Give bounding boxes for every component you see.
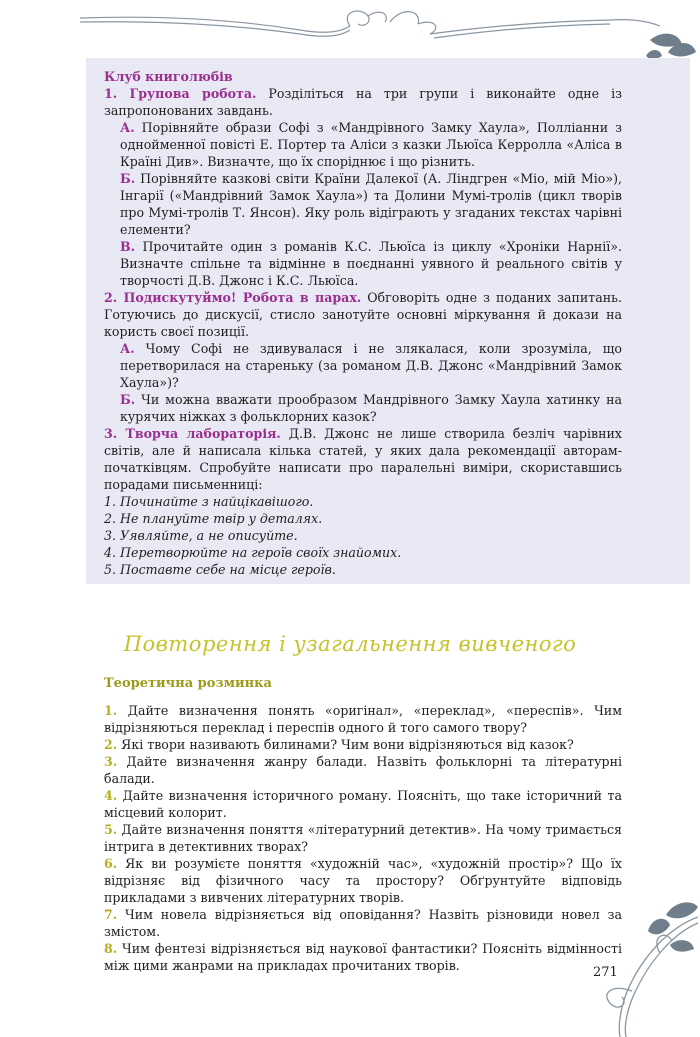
list-item: 4. Перетворюйте на героїв своїх знайомих.: [104, 545, 402, 560]
item-text: Порівняйте образи Софі з «Мандрівного Замку Хаула», Полліанни з однойменної повісті Е. Портер та Аліси з казки Льюїса Керролла «Аліса в Країні Див». Визначте, що їх споріднює і що різнить.: [120, 120, 622, 169]
decorative-ornament-bottom: [570, 887, 700, 1037]
list-item: [104, 753, 622, 787]
question-number: 8.: [104, 941, 118, 956]
question-text: Які твори називають билинами? Чим вони відрізняються від казок?: [117, 737, 574, 752]
task-1-label: 1. Групова робота.: [104, 86, 257, 101]
task-2-item-a: [104, 340, 622, 391]
task-2-item-b: [104, 391, 622, 425]
list-item: [104, 855, 622, 906]
item-label: А.: [120, 120, 135, 135]
list-item: [104, 702, 622, 736]
item-text: Прочитайте один з романів К.С. Льюїса із циклу «Хроніки Нарнії». Визначте спільне та відмінне в поєднанні уявного й реального світів у творчості Д.В. Джонс і К.С. Льюїса.: [120, 239, 622, 288]
task-2: [104, 289, 622, 340]
question-number: 5.: [104, 822, 118, 837]
item-label: Б.: [120, 171, 136, 186]
list-item: 1. Починайте з найцікавішого.: [104, 494, 314, 509]
list-item: [104, 736, 622, 753]
list-item: 3. Уявляйте, а не описуйте.: [104, 528, 298, 543]
task-1-item-a: [104, 119, 622, 170]
club-title: Клуб книголюбів: [104, 69, 233, 84]
task-2-label: 2. Подискутуймо! Робота в парах.: [104, 290, 362, 305]
question-number: 1.: [104, 703, 118, 718]
task-1-item-c: [104, 238, 622, 289]
item-text: Чому Софі не здивувалася і не злякалася, коли зрозуміла, що перетворилася на стареньку (за романом Д.В. Джонс «Мандрівний Замок Хаула»)?: [120, 341, 622, 390]
question-text: Дайте визначення поняття «літературний детектив». На чому тримається інтрига в детективних творах?: [104, 822, 622, 854]
item-text: Чи можна вважати прообразом Мандрівного Замку Хаула хатинку на курячих ніжках з фольклорних казок?: [120, 392, 622, 424]
writing-tips-list: [104, 493, 622, 578]
task-1-text: Розділіться на три групи і виконайте одне із запропонованих завдань.: [104, 86, 622, 118]
page-number: 271: [593, 965, 618, 980]
question-text: Чим новела відрізняється від оповідання? Назвіть різновиди новел за змістом.: [104, 907, 622, 939]
question-number: 2.: [104, 737, 118, 752]
list-item: [104, 821, 622, 855]
question-text: Дайте визначення історичного роману. Поясніть, що таке історичний та місцевий колорит.: [104, 788, 622, 820]
task-1-item-b: [104, 170, 622, 238]
warmup-heading: Теоретична розминка: [104, 676, 272, 691]
task-3: [104, 425, 622, 493]
decorative-ornament-top: [50, 0, 700, 60]
section-title: Повторення і узагальнення вивченого: [123, 632, 577, 656]
question-text: Дайте визначення жанру балади. Назвіть фольклорні та літературні балади.: [104, 754, 622, 786]
book-club-section: [104, 68, 622, 578]
question-number: 6.: [104, 856, 118, 871]
list-item: 2. Не плануйте твір у деталях.: [104, 511, 323, 526]
question-number: 7.: [104, 907, 118, 922]
item-text: Порівняйте казкові світи Країни Далекої (А. Ліндгрен «Міо, мій Міо»), Інгарії («Мандрівний Замок Хаула») та Долини Мумі-тролів (цикл творів про Мумі-тролів Т. Янсон). Яку роль відіграють у згаданих текстах чарівні елементи?: [120, 171, 622, 237]
list-item: [104, 940, 622, 974]
item-label: В.: [120, 239, 136, 254]
list-item: [104, 906, 622, 940]
question-number: 4.: [104, 788, 118, 803]
task-3-text: Д.В. Джонс не лише створила безліч чарівних світів, але й написала кілька статей, у яких дала рекомендації авторам-початківцям. Спробуйте написати про паралельні виміри, скориставшись порадами письменниці:: [104, 426, 622, 492]
questions-list: [104, 702, 622, 974]
task-2-text: Обговоріть одне з поданих запитань. Готуючись до дискусії, стисло занотуйте основні міркування й докази на користь своєї позиції.: [104, 290, 622, 339]
item-label: А.: [120, 341, 135, 356]
task-3-label: 3. Творча лабораторія.: [104, 426, 281, 441]
question-text: Як ви розумієте поняття «художній час», «художній простір»? Що їх відрізняє від фізичного часу та простору? Обґрунтуйте відповідь прикладами з вивчених літературних творів.: [104, 856, 622, 905]
list-item: [104, 787, 622, 821]
question-text: Дайте визначення понять «оригінал», «переклад», «переспів». Чим відрізняються переклад і переспів одного й того самого твору?: [104, 703, 622, 735]
question-text: Чим фентезі відрізняється від наукової фантастики? Поясніть відмінності між цими жанрами на прикладах прочитаних творів.: [104, 941, 622, 973]
item-label: Б.: [120, 392, 136, 407]
question-number: 3.: [104, 754, 118, 769]
task-1: [104, 85, 622, 119]
list-item: 5. Поставте себе на місце героїв.: [104, 562, 336, 577]
